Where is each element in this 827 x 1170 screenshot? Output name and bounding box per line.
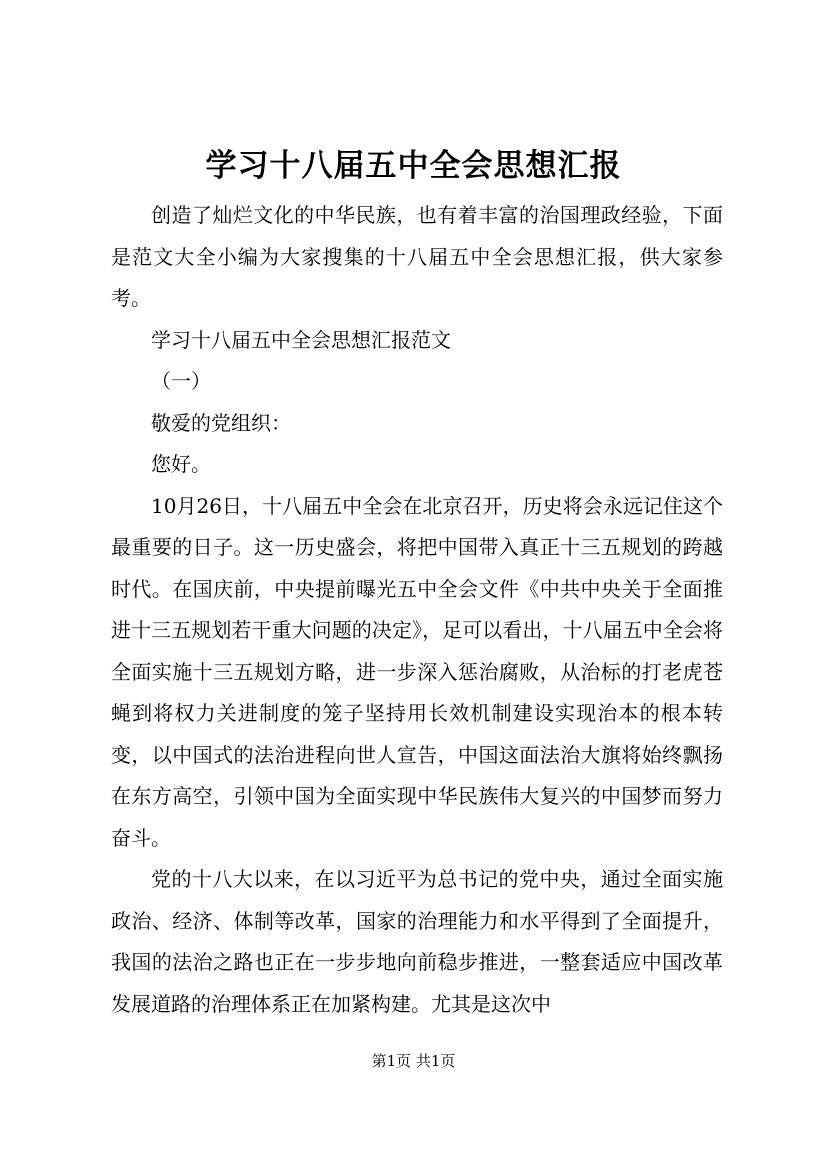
- page-footer: 第1页 共1页: [371, 1052, 456, 1070]
- body-paragraph: 10月26日，十八届五中全会在北京召开，历史将会永远记住这个最重要的日子。这一历史盛会，将把中国带入真正十三五规划的跨越时代。在国庆前，中央提前曝光五中全会文件《中共中央关于全面推进十三五规划若干重大问题的决定》，足可以看出，十八届五中全会将全面实施十三五规划方略，进一步深入惩治腐败，从治标的打老虎苍蝇到将权力关进制度的笼子坚持用长效机制建设实现治本的根本转变，以中国式的法治进程向世人宣告，中国这面法治大旗将始终飘扬在东方高空，引领中国为全面实现中华民族伟大复兴的中国梦而努力奋斗。: [111, 493, 723, 850]
- section-number: （一）: [151, 369, 211, 393]
- section-heading: 学习十八届五中全会思想汇报范文: [151, 327, 451, 352]
- document-title: 学习十八届五中全会思想汇报: [205, 148, 622, 184]
- greeting: 您好。: [151, 452, 211, 476]
- document-body: [111, 195, 723, 1025]
- salutation: 敬爱的党组织：: [151, 410, 291, 435]
- body-paragraph: 党的十八大以来，在以习近平为总书记的党中央，通过全面实施政治、经济、体制等改革，国家的治理能力和水平得到了全面提升，我国的法治之路也正在一步步地向前稳步推进，一整套适应中国改革发展道路的治理体系正在加紧构建。尤其是这次中: [111, 867, 723, 1016]
- intro-paragraph: 创造了灿烂文化的中华民族，也有着丰富的治国理政经验，下面是范文大全小编为大家搜集的十八届五中全会思想汇报，供大家参考。: [111, 203, 723, 310]
